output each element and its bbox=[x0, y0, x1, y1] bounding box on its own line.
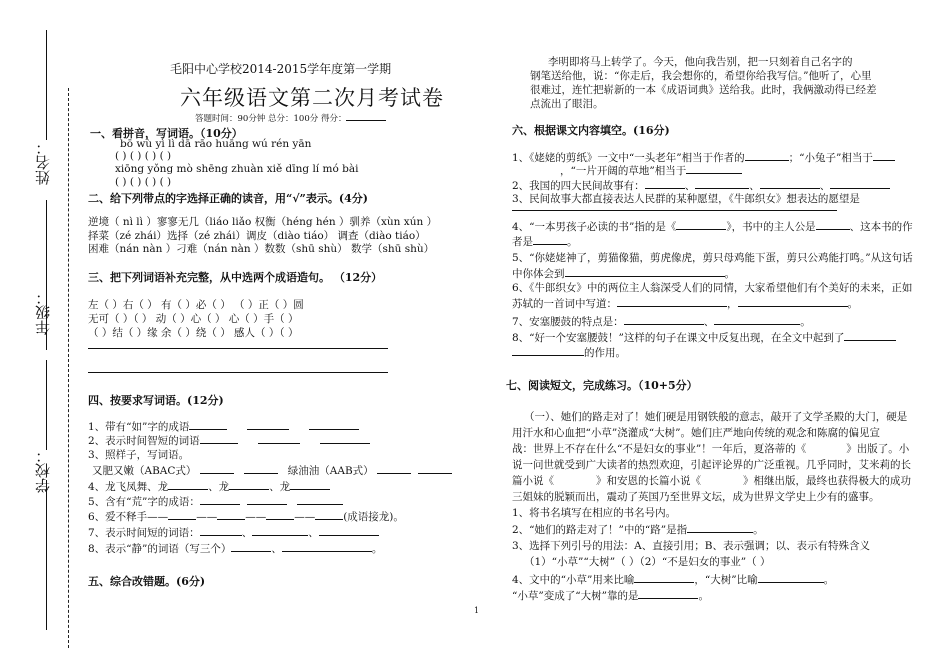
exam-title: 六年级语文第二次月考试卷 bbox=[180, 86, 444, 110]
binding-line-name bbox=[46, 30, 47, 140]
s5-paragraph-line-1: 李明即将马上转学了。今天，他向我告别，把一只刻着自己名字的 bbox=[548, 56, 853, 68]
name-label: 姓名： bbox=[34, 140, 52, 185]
s6-item-1-cont: ，“一片开阔的草地”相当于 bbox=[560, 162, 742, 178]
s6-item-8-cont: 的作用。 bbox=[512, 344, 626, 360]
binding-line-school bbox=[46, 360, 47, 450]
page-number: 1 bbox=[474, 606, 480, 615]
section-7-title: 七、阅读短文，完成练习。（10+5分） bbox=[506, 379, 698, 392]
s1-answer-row-1: ( ) ( ) ( ) ( ) bbox=[115, 150, 172, 162]
section-4-title: 四、按要求写词语。(12分) bbox=[88, 394, 224, 407]
s4-item-4: 4、龙飞凤舞、龙 、龙 、龙 bbox=[88, 478, 330, 494]
s6-item-6-cont: 苏轼的一首词中写道： ， 。 bbox=[512, 295, 858, 311]
s7-passage-line-4: 说一问世就受到广大读者的热烈欢迎，引起评论界的广泛重视。几乎同时，艾米莉的长 bbox=[512, 459, 911, 471]
s4-item-8: 8、表示“静”的词语（写三个） 、 。 bbox=[88, 540, 382, 556]
s6-item-4-cont: 者是 。 bbox=[512, 233, 578, 249]
s3-sentence-line-1 bbox=[88, 348, 388, 349]
s6-item-3-line bbox=[512, 210, 837, 211]
s1-answer-row-2: ( ) ( ) ( ) ( ) bbox=[115, 176, 172, 188]
s7-question-5: “小草”变成了“大树”靠的是 。 bbox=[512, 587, 709, 603]
s6-item-4: 4、“一本男孩子必读的书”指的是《 》，书中的主人公是 、这本书的作 bbox=[512, 218, 913, 234]
s6-item-7: 7、安塞腰鼓的特点是： 、 。 bbox=[512, 313, 811, 329]
s4-item-3-examples: 又肥又嫩（ABAC式） 绿油油（AAB式） bbox=[92, 462, 452, 478]
s1-pinyin-row-2: xiōng yǒng mò shēng zhuàn xiě dīng lí mó bài bbox=[115, 163, 359, 175]
s2-row-3: 困难（nán nàn ）刁难（nán nàn ）数数（shū shù） 数学（shū shù） bbox=[88, 243, 435, 255]
s7-question-4: 4、文中的“小草”用来比喻 ，“大树”比喻 。 bbox=[512, 571, 834, 587]
s6-item-1: 1、《姥姥的剪纸》一文中“一头老年”相当于作者的 ；“小兔子”相当于 bbox=[512, 149, 895, 165]
s3-row-2: 无可（ ）（ ） 动（ ）心（ ） 心（ ）手（ ） bbox=[88, 313, 299, 325]
section-5-title: 五、综合改错题。(6分) bbox=[88, 575, 206, 588]
section-2-title: 二、给下列带点的字选择正确的读音，用“√”表示。(4分) bbox=[88, 192, 368, 205]
s4-item-7: 7、表示时间短的词语： 、 、 bbox=[88, 524, 379, 540]
s6-item-3: 3、民间故事大都直接表达人民群的某种愿望，《牛郎织女》想表达的愿望是 bbox=[512, 193, 860, 205]
s2-row-1: 逆境（ nì lì ）寥寥无几（liáo liǎo 权衡（héng hén ）驯养（xùn xún ） bbox=[88, 216, 438, 228]
s7-passage-line-2: 用汗水和心血把“小草”浇灌成“大树”。她们庄严地向传统的观念和陈腐的偏见宣 bbox=[512, 427, 880, 439]
s7-question-2: 2、“她们的路走对了！”中的“路”是指 。 bbox=[512, 521, 764, 537]
s3-sentence-line-2 bbox=[88, 372, 388, 373]
s5-paragraph-line-3: 很难过，连忙把崭新的一本《成语词典》送给我。此时，我俩激动得已经差 bbox=[530, 84, 877, 96]
s5-paragraph-line-2: 钢笔送给他，说：“你走后，我会想你的，希望你给我写信。”他听了，心里 bbox=[530, 70, 872, 82]
s3-row-3: （ ）结（ ）缘 余（ ）绕（ ） 感人（ ）（ ） bbox=[88, 327, 299, 339]
s4-item-2: 2、表示时间智短的词语 bbox=[88, 432, 370, 448]
s4-item-6: 6、爱不释手—— —— —— —— (成语接龙)。 bbox=[88, 508, 404, 524]
s7-question-3-options: （1）“小草”“大树”（ ）（2）“不是妇女的事业”（ ） bbox=[524, 556, 771, 568]
s7-passage-line-6: 三姐妹的脱颖而出，震动了英国乃至世界文坛，成为世界文学史上少有的盛事。 bbox=[512, 491, 880, 503]
s5-paragraph-line-4: 点流出了眼泪。 bbox=[530, 98, 604, 110]
s1-pinyin-row-1: bō wù yì lì dā rāo huāng wú rén yān bbox=[120, 138, 312, 150]
s7-passage-line-1: （一）、她们的路走对了！她们硬是用钢铁般的意志，敲开了文学圣殿的大门，硬是 bbox=[524, 411, 908, 423]
s6-item-5-cont: 中你体会到 。 bbox=[512, 265, 735, 281]
binding-dashed-line bbox=[68, 88, 69, 648]
s2-row-2: 择菜（zé zhái）选择（zé zhái）调皮（diào tiáo） 调查（diào tiáo） bbox=[88, 230, 426, 242]
binding-line-bottom bbox=[46, 480, 47, 630]
section-6-title: 六、根据课文内容填空。(16分) bbox=[512, 124, 670, 137]
s7-question-1: 1、将书名填写在相应的书名号内。 bbox=[512, 507, 677, 519]
s4-item-5: 5、含有“荒”字的成语： bbox=[88, 493, 343, 509]
s4-item-1: 1、带有“如”字的成语 bbox=[88, 418, 359, 434]
school-term: 毛阳中心学校2014-2015学年度第一学期 bbox=[170, 62, 392, 76]
s6-item-6: 6、《牛郎织女》中的两位主人翁深受人们的同情，大家希望他们有个美好的未来，正如 bbox=[512, 282, 913, 294]
s7-passage-line-5: 篇小说《 》和安恩的长篇小说《 》相继出版，最终也获得极大的成功 bbox=[512, 475, 911, 487]
s6-item-5: 5、“你姥姥神了，剪猫像猫，剪虎像虎，剪只母鸡能下蛋，剪只公鸡能打鸣。”从这句话 bbox=[512, 252, 913, 264]
s7-passage-line-3: 战：世界上不存在什么“不是妇女的事业”！一年后，夏洛蒂的《 》出版了。小 bbox=[512, 443, 910, 455]
s6-item-8: 8、“好一个安塞腰鼓！”这样的句子在课文中反复出现，在全文中起到了 bbox=[512, 329, 896, 345]
s4-item-3: 3、照样子，写词语。 bbox=[88, 449, 190, 461]
s3-row-1: 左（ ）右（ ） 有（ ）必（ ） （ ）正（ ）圆 bbox=[88, 299, 304, 311]
s7-question-3: 3、选择下列引号的用法：A、直接引用；B、表示强调；以、表示有特殊含义 bbox=[512, 540, 870, 552]
section-1-title: 一、看拼音，写词语。（10分） bbox=[90, 127, 243, 140]
section-3-title: 三、把下列词语补充完整，从中选两个成语造句。 （12分） bbox=[88, 271, 383, 284]
grade-label: 年级： bbox=[34, 290, 52, 335]
school-label: 学校： bbox=[34, 448, 52, 493]
exam-info: 答题时间：90分钟 总分：100分 得分： bbox=[195, 109, 386, 124]
s6-item-2: 2、我国的四大民间故事有： 、 、 、 bbox=[512, 177, 890, 193]
